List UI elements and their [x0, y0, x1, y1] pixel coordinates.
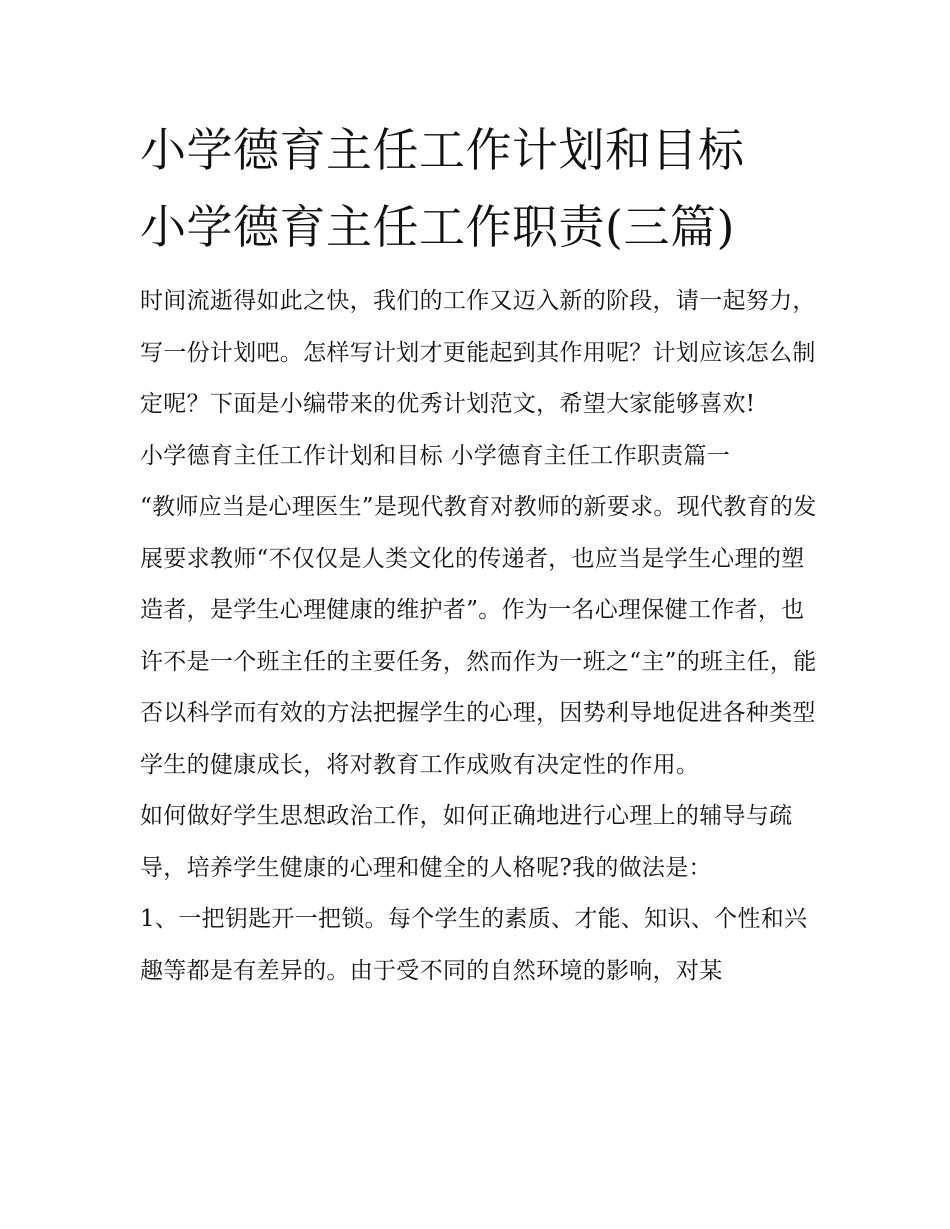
body-paragraph: “教师应当是心理医生”是现代教育对教师的新要求。现代教育的发展要求教师“不仅仅是人类文化的传递者，也应当是学生心理的塑造者，是学生心理健康的维护者”。作为一名心理保健工作者，也许不是一个班主任的主要任务，然而作为一班之“主”的班主任，能否以科学而有效的方法把握学生的心理，因势利导地促进各种类型学生的健康成长，将对教育工作成败有决定性的作用。: [140, 494, 817, 778]
body-paragraph: 如何做好学生思想政治工作，如何正确地进行心理上的辅导与疏导，培养学生健康的心理和健全的人格呢?我的做法是：: [140, 803, 793, 881]
title-line-1: 小学德育主任工作计划和目标: [140, 123, 745, 177]
document-title: [140, 112, 820, 266]
intro-paragraph: 时间流逝得如此之快，我们的工作又迈入新的阶段，请一起努力，写一份计划吧。怎样写计划才更能起到其作用呢？计划应该怎么制定呢？下面是小编带来的优秀计划范文，希望大家能够喜欢!: [140, 288, 816, 417]
section-heading: 小学德育主任工作计划和目标 小学德育主任工作职责篇一: [140, 442, 731, 469]
numbered-paragraph: 1、一把钥匙开一把锁。每个学生的素质、才能、知识、个性和兴趣等都是有差异的。由于受不同的自然环境的影响，对某: [140, 906, 808, 984]
title-line-2: 小学德育主任工作职责(三篇): [140, 200, 735, 254]
document-body: [140, 112, 820, 997]
